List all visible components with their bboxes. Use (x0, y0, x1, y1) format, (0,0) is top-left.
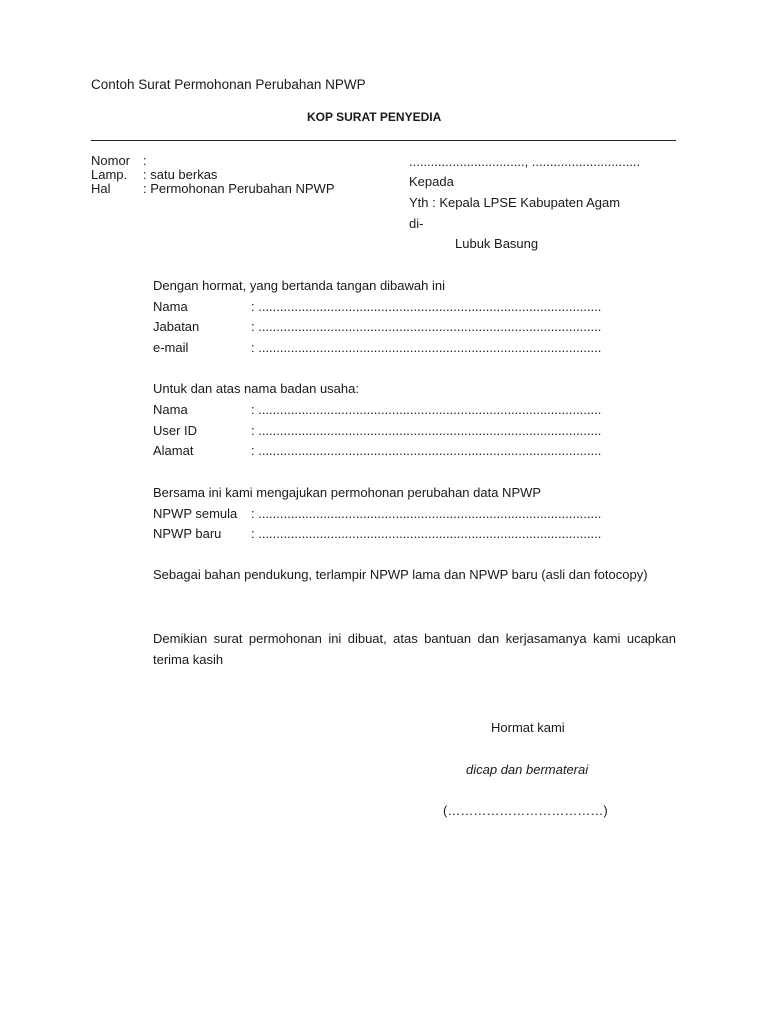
company-field-value: : ............................................................................................... (251, 402, 602, 417)
hal-label: Hal (91, 181, 111, 196)
npwp-field-value: : ............................................................................................... (251, 506, 602, 521)
company-field-value: : ............................................................................................... (251, 443, 602, 458)
signer-field-value: : ............................................................................................... (251, 319, 602, 334)
letterhead-placeholder: KOP SURAT PENYEDIA (307, 110, 442, 124)
company-field-value: : ............................................................................................... (251, 423, 602, 438)
regards-text: Hormat kami (491, 720, 565, 735)
recipient-city: Lubuk Basung (455, 236, 539, 251)
lamp-label: Lamp. (91, 167, 128, 182)
nomor-value: : (143, 153, 147, 168)
header-divider (91, 140, 676, 141)
npwp-field-label: NPWP baru (153, 526, 222, 541)
kepada-label: Kepada (409, 174, 454, 189)
signer-intro: Dengan hormat, yang bertanda tangan dibawah ini (153, 278, 445, 293)
company-intro: Untuk dan atas nama badan usaha: (153, 381, 359, 396)
company-field-label: Nama (153, 402, 188, 417)
hal-value: : Permohonan Perubahan NPWP (143, 181, 335, 196)
document-title: Contoh Surat Permohonan Perubahan NPWP (91, 77, 366, 92)
signature-name-line: (………………………………) (443, 803, 608, 818)
di-label: di- (409, 216, 424, 231)
npwp-intro: Bersama ini kami mengajukan permohonan perubahan data NPWP (153, 485, 542, 500)
signer-field-value: : ............................................................................................... (251, 340, 602, 355)
signer-field-label: Nama (153, 299, 188, 314)
supporting-paragraph: Sebagai bahan pendukung, terlampir NPWP lama dan NPWP baru (asli dan fotocopy) (153, 567, 648, 582)
signer-field-label: Jabatan (153, 319, 200, 334)
signer-field-value: : ............................................................................................... (251, 299, 602, 314)
signer-field-label: e-mail (153, 340, 189, 355)
npwp-field-value: : ............................................................................................... (251, 526, 602, 541)
stamp-note: dicap dan bermaterai (466, 762, 589, 777)
recipient-name: Yth : Kepala LPSE Kabupaten Agam (409, 195, 621, 210)
closing-paragraph: Demikian surat permohonan ini dibuat, atas bantuan dan kerjasamanya kami ucapkan terima kasih (153, 631, 676, 667)
nomor-label: Nomor (91, 153, 131, 168)
place-date: ................................, .............................. (409, 154, 641, 169)
company-field-label: Alamat (153, 443, 194, 458)
company-field-label: User ID (153, 423, 198, 438)
npwp-field-label: NPWP semula (153, 506, 238, 521)
lamp-value: : satu berkas (143, 167, 218, 182)
